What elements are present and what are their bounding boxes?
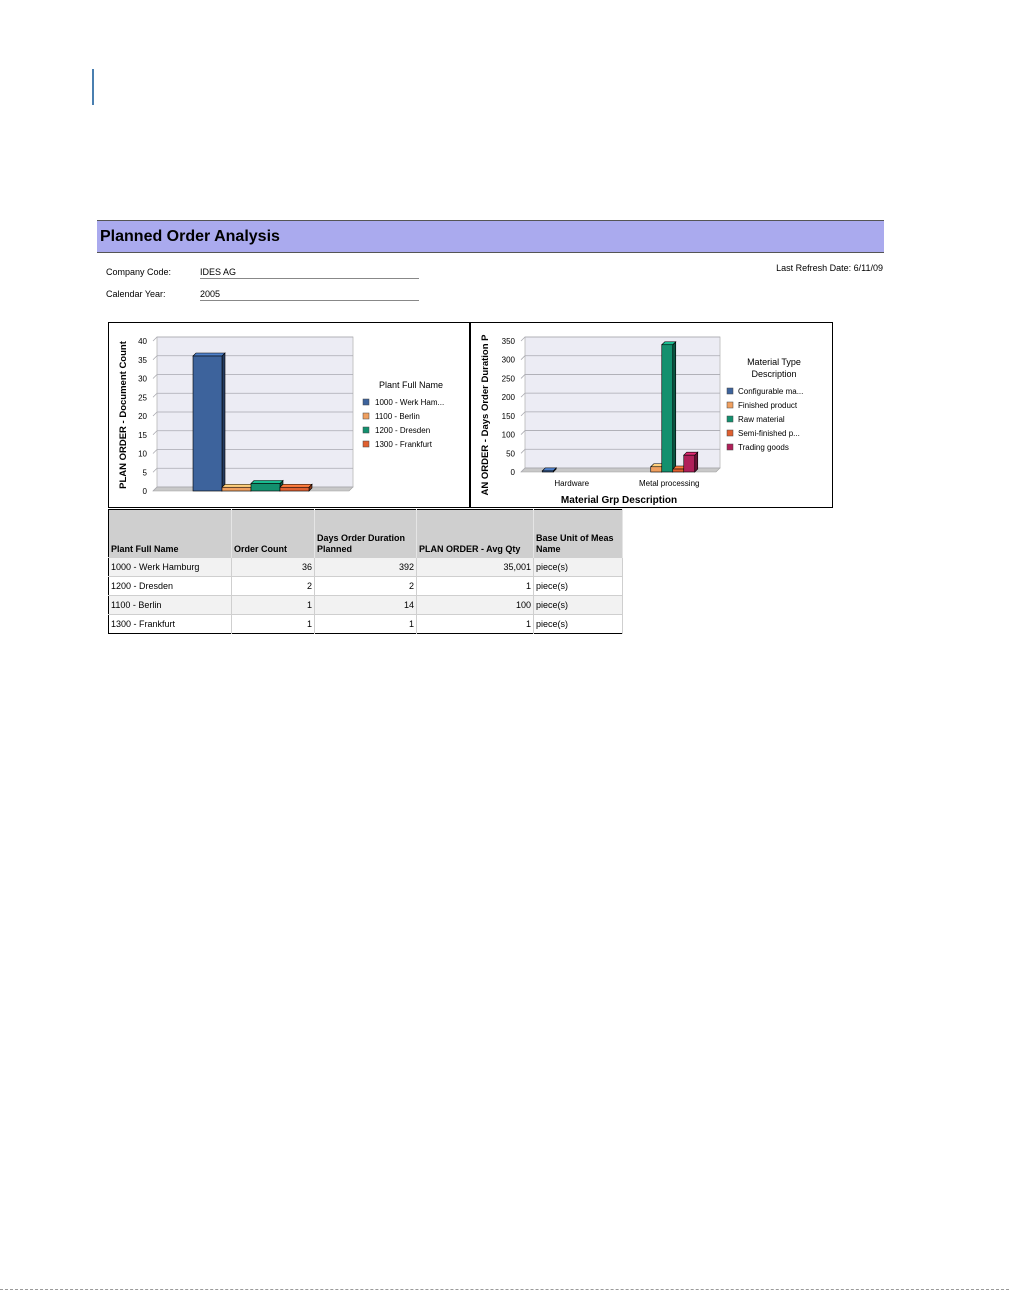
gridline-side (153, 468, 157, 472)
table-cell: 100 (417, 596, 534, 615)
bar (684, 452, 698, 472)
table-cell: 1 (232, 596, 315, 615)
gridline-side (153, 356, 157, 360)
legend-swatch (363, 441, 369, 447)
table-cell: 14 (315, 596, 417, 615)
bar-front (222, 487, 251, 491)
bar-front (193, 356, 222, 491)
y-tick-label: 35 (138, 355, 147, 365)
bar (251, 481, 283, 492)
legend-label: Configurable ma... (738, 387, 804, 396)
gridline-side (153, 337, 157, 341)
legend-swatch (727, 402, 733, 408)
plant-order-table (108, 509, 623, 634)
y-tick-label: 10 (138, 449, 147, 459)
gridline-side (153, 375, 157, 379)
column-header[interactable]: Days Order Duration Planned (315, 510, 417, 558)
bar-top (251, 481, 283, 484)
gridline-side (521, 356, 525, 360)
calendar-year-label: Calendar Year: (106, 289, 166, 299)
gridline-side (153, 431, 157, 435)
legend-label: 1000 - Werk Ham... (375, 398, 445, 407)
y-tick-label: 5 (142, 468, 147, 478)
table-cell: piece(s) (534, 577, 623, 596)
column-header[interactable]: Plant Full Name (109, 510, 232, 558)
bar-top (280, 484, 312, 487)
table-cell: 35,001 (417, 558, 534, 577)
bar-front (673, 469, 684, 472)
legend-swatch (363, 413, 369, 419)
table-cell: 1 (417, 577, 534, 596)
gridline-side (153, 450, 157, 454)
x-tick-label: Metal processing (639, 479, 700, 488)
table-row (109, 615, 623, 634)
legend-label: Trading goods (738, 443, 789, 452)
y-tick-label: 15 (138, 430, 147, 440)
gridline-side (153, 412, 157, 416)
gridline-side (521, 393, 525, 397)
table-cell: piece(s) (534, 558, 623, 577)
y-tick-label: 25 (138, 393, 147, 403)
table-cell: 1 (417, 615, 534, 634)
legend-swatch (727, 430, 733, 436)
table-cell: 1100 - Berlin (109, 596, 232, 615)
y-tick-label: 0 (510, 468, 515, 477)
legend-label: 1200 - Dresden (375, 426, 431, 435)
y-tick-label: 300 (501, 355, 515, 365)
x-axis-title: Material Grp Description (560, 495, 678, 506)
legend-label: 1300 - Frankfurt (375, 440, 432, 449)
bar-front (542, 471, 553, 472)
column-header[interactable]: Order Count (232, 510, 315, 558)
bar-front (651, 467, 662, 472)
bar (542, 468, 556, 472)
y-axis-title: AN ORDER - Days Order Duration P (480, 334, 491, 496)
table-cell: 1300 - Frankfurt (109, 615, 232, 634)
table-header-row (109, 510, 623, 558)
legend-swatch (727, 416, 733, 422)
legend-label: Raw material (738, 415, 785, 424)
table-row (109, 577, 623, 596)
report-title-bar (97, 220, 884, 253)
y-tick-label: 20 (138, 412, 147, 421)
table-cell: 392 (315, 558, 417, 577)
x-tick-label: Hardware (554, 479, 590, 488)
bar-side (673, 342, 676, 472)
bar (222, 484, 254, 491)
y-tick-label: 150 (501, 411, 515, 421)
column-header[interactable]: Base Unit of Meas Name (534, 510, 623, 558)
y-tick-label: 200 (501, 393, 515, 403)
legend-swatch (727, 388, 733, 394)
gridline-side (521, 337, 525, 341)
legend-title: Material Type Description (747, 357, 801, 379)
legend-label: Semi-finished p... (738, 429, 800, 438)
bar-side (222, 353, 225, 491)
table-cell: piece(s) (534, 596, 623, 615)
material-duration-chart (470, 322, 833, 508)
gridline-side (521, 374, 525, 378)
gridline-side (521, 412, 525, 416)
table-cell: 1200 - Dresden (109, 577, 232, 596)
table-cell: 2 (315, 577, 417, 596)
page-bottom-rule (0, 1289, 1009, 1290)
y-tick-label: 100 (501, 430, 515, 440)
bar-front (251, 484, 280, 492)
legend-swatch (363, 399, 369, 405)
table-cell: 2 (232, 577, 315, 596)
table-row (109, 558, 623, 577)
y-tick-label: 50 (506, 449, 515, 459)
table-cell: 1000 - Werk Hamburg (109, 558, 232, 577)
gridline-side (521, 449, 525, 453)
bar-top (222, 484, 254, 487)
bar (662, 342, 676, 472)
report-title: Planned Order Analysis (100, 228, 280, 245)
last-refresh-date: Last Refresh Date: 6/11/09 (776, 263, 883, 273)
calendar-year-value: 2005 (200, 289, 419, 301)
y-tick-label: 250 (501, 374, 515, 384)
material-chart-svg (471, 323, 834, 509)
plant-chart-svg (109, 323, 471, 509)
bar-side (695, 452, 698, 472)
bar-front (280, 487, 309, 491)
gridline-side (153, 393, 157, 397)
table-row (109, 596, 623, 615)
plant-document-count-chart (108, 322, 470, 508)
y-axis-title: PLAN ORDER - Document Count (118, 341, 129, 489)
company-code-label: Company Code: (106, 267, 172, 277)
legend-label: Finished product (738, 401, 798, 410)
bar (280, 484, 312, 491)
bar-front (662, 345, 673, 472)
y-tick-label: 30 (138, 374, 147, 384)
plot-back-wall (525, 337, 720, 468)
column-header[interactable]: PLAN ORDER - Avg Qty (417, 510, 534, 558)
y-tick-label: 40 (138, 337, 147, 346)
table-cell: 1 (315, 615, 417, 634)
bar (193, 353, 225, 491)
y-tick-label: 0 (142, 487, 147, 496)
company-code-value: IDES AG (200, 267, 419, 279)
y-tick-label: 350 (501, 337, 515, 346)
bar-front (684, 455, 695, 472)
legend-label: 1100 - Berlin (375, 412, 420, 421)
legend-swatch (727, 444, 733, 450)
table-cell: 36 (232, 558, 315, 577)
table-cell: piece(s) (534, 615, 623, 634)
margin-change-bar (92, 69, 94, 105)
table-cell: 1 (232, 615, 315, 634)
bar-top (193, 353, 225, 356)
legend-swatch (363, 427, 369, 433)
legend-title: Plant Full Name (378, 380, 444, 390)
gridline-side (521, 431, 525, 435)
